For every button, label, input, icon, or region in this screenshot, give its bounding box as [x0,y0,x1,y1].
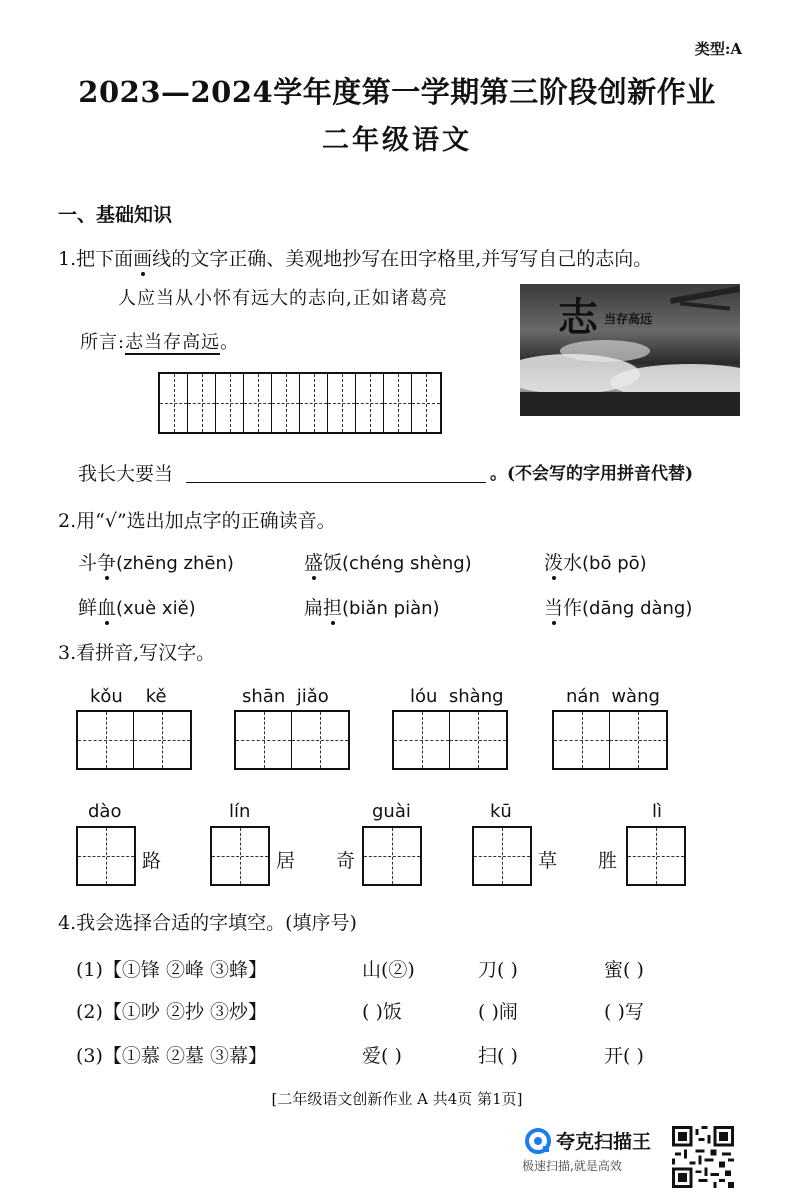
wish-suffix: 。(不会写的字用拼音代替) [490,464,694,484]
word-char: 胜 [598,850,618,872]
pinyin-label: kū [490,801,512,822]
page-title: 2023—2024学年度第一学期第三阶段创新作业 [78,75,716,109]
wish-answer-line[interactable] [186,482,486,483]
scanner-tagline: 极速扫描,就是高效 [522,1159,622,1173]
image-caption: 当存高远 [604,312,653,326]
writing-box[interactable] [392,710,508,770]
fill-blank[interactable]: ( )闹 [478,1001,518,1023]
writing-box[interactable] [234,710,350,770]
page-subtitle: 二年级语文 [322,125,472,156]
question-1: 1.把下面画线的文字正确、美观地抄写在田字格里,并写写自己的志向。 [58,248,653,270]
section-heading: 一、基础知识 [58,204,173,226]
fill-blank[interactable]: 山(②) [362,959,415,981]
pinyin-label: dào [88,801,122,822]
quark-logo-icon [524,1127,552,1155]
type-label: 类型:A [694,40,742,58]
writing-box[interactable] [210,826,270,886]
underlined-quote: 志当存高远 [125,332,221,353]
choice-set-label: (1)【①锋 ②峰 ③蜂】 [76,959,267,981]
writing-box[interactable] [472,826,532,886]
word-char: 居 [276,850,296,872]
pinyin-choice-item: 当作(dāng dàng) [544,597,693,619]
writing-box[interactable] [362,826,422,886]
page-footer: [二年级语文创新作业 A 共4页 第1页] [271,1090,523,1108]
pinyin-choice-item: 盛饭(chéng shèng) [304,552,472,574]
question-4: 4.我会选择合适的字填空。(填序号) [58,912,357,934]
pinyin-label: kǒu kě [90,686,167,707]
word-char: 草 [538,850,558,872]
writing-box[interactable] [552,710,668,770]
fill-blank[interactable]: 开( ) [604,1045,644,1067]
fill-blank[interactable]: 扫( ) [478,1045,518,1067]
fill-blank[interactable]: 蜜( ) [604,959,644,981]
question-3: 3.看拼音,写汉字。 [58,642,216,664]
pinyin-label: lì [652,801,663,822]
pinyin-choice-item: 泼水(bō pō) [544,552,647,574]
pinyin-choice-item: 鲜血(xuè xiě) [78,597,196,619]
pinyin-label: lín [229,801,251,822]
question-2: 2.用“√”选出加点字的正确读音。 [58,510,336,532]
fill-blank[interactable]: 爱( ) [362,1045,402,1067]
writing-box[interactable] [76,826,136,886]
scanner-app-name: 夸克扫描王 [556,1131,652,1153]
question-number: 1. [58,248,77,270]
word-char: 奇 [336,850,356,872]
quote-paragraph: 人应当从小怀有远大的志向,正如诸葛亮 [118,288,448,309]
pinyin-label: nán wàng [566,686,660,707]
tianzige-grid[interactable] [158,372,442,434]
choice-set-label: (2)【①吵 ②抄 ③炒】 [76,1001,267,1023]
pinyin-label: shān jiǎo [242,686,329,707]
wish-prefix: 我长大要当 [78,463,174,485]
fill-blank[interactable]: ( )写 [604,1001,644,1023]
writing-box[interactable] [76,710,192,770]
pinyin-choice-item: 扁担(biǎn piàn) [304,597,440,619]
pinyin-choice-item: 斗争(zhēng zhēn) [78,552,234,574]
fill-blank[interactable]: ( )饭 [362,1001,402,1023]
choice-set-label: (3)【①慕 ②墓 ③幕】 [76,1045,267,1067]
image-big-char: 志 [558,294,598,341]
aspiration-image [520,284,740,416]
word-char: 路 [142,850,162,872]
writing-box[interactable] [626,826,686,886]
quote-paragraph-line2: 所言:志当存高远。 [80,332,240,353]
pinyin-label: lóu shàng [410,686,504,707]
qr-code-icon [672,1126,734,1188]
pinyin-label: guài [372,801,411,822]
fill-blank[interactable]: 刀( ) [478,959,518,981]
